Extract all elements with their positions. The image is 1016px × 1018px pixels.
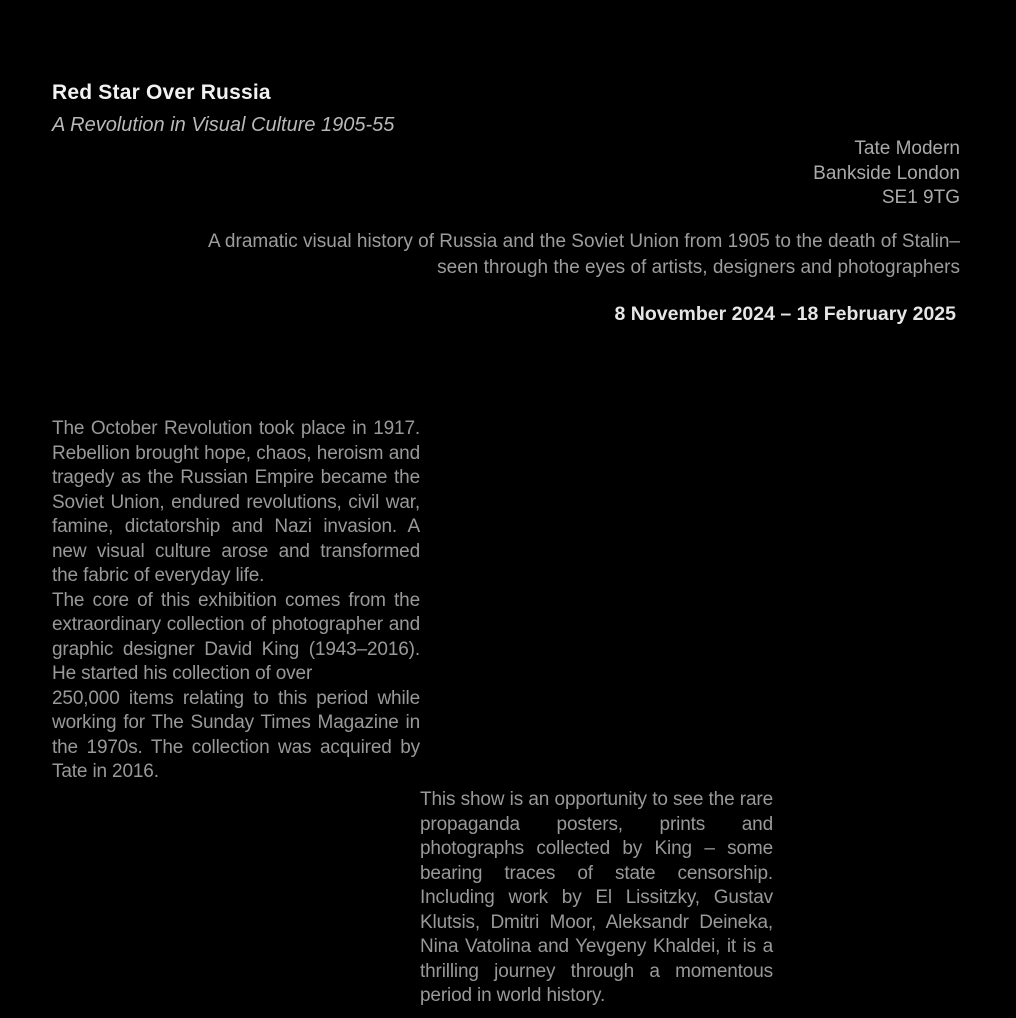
intro-line: A dramatic visual history of Russia and the Soviet Union from 1905 to the death of Stalin– xyxy=(208,231,960,252)
left-column-paragraph: The core of this exhibition comes from the extraordinary collection of photographer and graphic designer David King (1943–2016). He started his collection of over xyxy=(52,589,420,684)
right-column-paragraph: This show is an opportunity to see the rare propaganda posters, prints and photographs collected by King – some bearing traces of state censorship. Including work by El Lissitzky, Gustav Klutsis, Dmitri Moor, Aleksandr Deineka, Nina Vatolina and Yevgeny Khaldei, it is a thrilling journey through a momentous period in world history. xyxy=(420,789,773,1006)
page-title: Red Star Over Russia xyxy=(52,81,271,104)
intro-line: seen through the eyes of artists, designers and photographers xyxy=(437,257,960,278)
venue-address-line: Tate Modern xyxy=(854,138,960,159)
venue-address-line: SE1 9TG xyxy=(881,187,960,208)
right-column-text xyxy=(420,788,773,1009)
exhibition-dates: 8 November 2024 – 18 February 2025 xyxy=(614,303,956,325)
left-column-text xyxy=(52,417,420,785)
left-column-paragraph: The October Revolution took place in 1917. Rebellion brought hope, chaos, heroism and tragedy as the Russian Empire became the Soviet Union, endured revolutions, civil war, famine, dictatorship and Nazi invasion. A new visual culture arose and transformed the fabric of everyday life. xyxy=(52,418,420,586)
page-subtitle: A Revolution in Visual Culture 1905-55 xyxy=(52,114,395,136)
intro-text xyxy=(208,229,960,281)
venue-address-line: Bankside London xyxy=(813,162,960,184)
venue-address xyxy=(813,137,960,211)
left-column-paragraph: 250,000 items relating to this period while working for The Sunday Times Magazine in the 1970s. The collection was acquired by Tate in 2016. xyxy=(52,687,420,782)
